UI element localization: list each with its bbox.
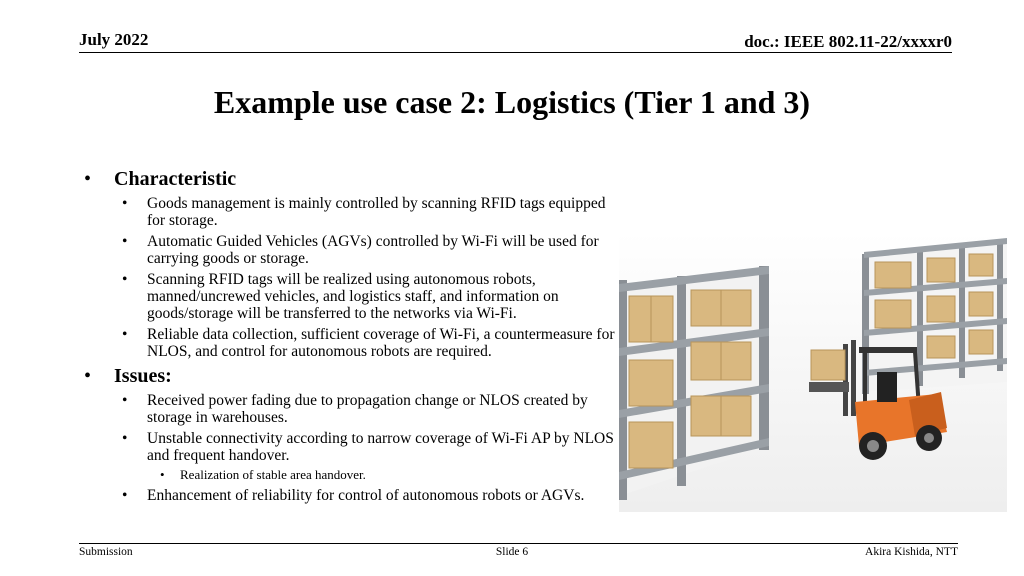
sub-list-item-text: Realization of stable area handover.	[180, 467, 366, 482]
list-item-text: Unstable connectivity according to narrow coverage of Wi-Fi AP by NLOS and frequent handover.	[147, 430, 614, 464]
list-item	[84, 195, 620, 229]
section-heading-issues	[84, 364, 620, 388]
section-heading-characteristic	[84, 167, 620, 191]
bullet-icon: •	[122, 195, 128, 212]
list-item-text: Goods management is mainly controlled by scanning RFID tags equipped for storage.	[147, 195, 606, 229]
bullet-icon: •	[122, 430, 128, 447]
heading-text: Issues:	[114, 365, 172, 387]
footer-submission: Submission	[79, 546, 133, 558]
heading-text: Characteristic	[114, 168, 237, 190]
footer-author: Akira Kishida, NTT	[865, 546, 958, 558]
header-doc-id: doc.: IEEE 802.11-22/xxxxr0	[744, 32, 952, 51]
slide-body	[84, 166, 620, 504]
list-item	[84, 326, 620, 360]
bullet-icon: •	[122, 326, 128, 343]
bullet-icon: •	[122, 233, 128, 250]
bullet-icon: •	[84, 168, 92, 190]
bullet-icon: •	[160, 467, 165, 482]
list-item-text: Enhancement of reliability for control of autonomous robots or AGVs.	[147, 487, 585, 504]
bullet-icon: •	[84, 365, 92, 387]
bullet-icon: •	[122, 487, 128, 504]
list-item-text: Automatic Guided Vehicles (AGVs) controlled by Wi-Fi will be used for carrying goods or storage.	[147, 233, 599, 267]
sub-list-item	[84, 467, 620, 483]
list-item-text: Scanning RFID tags will be realized using autonomous robots, manned/uncrewed vehicles, and logistics staff, and information on goods/storage will be transferred to the networks via Wi-Fi.	[147, 271, 559, 322]
list-item-text: Received power fading due to propagation change or NLOS created by storage in warehouses.	[147, 392, 588, 426]
footer-divider	[79, 543, 958, 544]
back-rack-icon	[862, 238, 1007, 394]
footer-slide-number: Slide 6	[495, 546, 529, 558]
warehouse-forklift-illustration	[619, 232, 1007, 512]
list-item-text: Reliable data collection, sufficient coverage of Wi-Fi, a countermeasure for NLOS, and control for autonomous robots are required.	[147, 326, 615, 360]
list-item	[84, 233, 620, 267]
list-item	[84, 271, 620, 322]
list-item	[84, 487, 620, 504]
header-date: July 2022	[79, 30, 149, 49]
bullet-icon: •	[122, 271, 128, 288]
slide-title: Example use case 2: Logistics (Tier 1 and 3)	[213, 84, 811, 120]
bullet-icon: •	[122, 392, 128, 409]
list-item	[84, 430, 620, 464]
header-divider	[79, 52, 952, 53]
list-item	[84, 392, 620, 426]
